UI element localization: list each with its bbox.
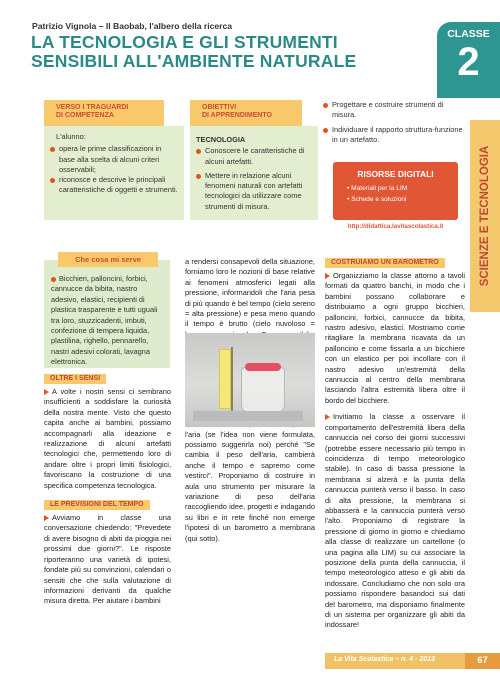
materials-box <box>44 255 170 368</box>
column-1 <box>44 373 171 607</box>
traguardi-header-line-2: DI COMPETENZA <box>56 112 114 119</box>
objectives-continued-list <box>323 100 463 149</box>
footer-journal: La Vita Scolastica – n. 4 - 2013 <box>334 656 435 663</box>
col3-paragraph-1 <box>325 271 465 406</box>
obiettivi-header-line-1: OBIETTIVI <box>202 104 237 111</box>
materials-header: Che cosa mi serve <box>58 252 158 267</box>
photo-jar <box>241 367 285 413</box>
col3-paragraph-1-content: Organizziamo la classe attorno a tavoli formati da quattro banchi, in modo che i bambini possano collaborare e distribuiamo a ogni gruppo bicchieri, palloncini, forbici, cannucce da bibita, nastro adesivo, elastici. Mostriamo come ritagliare la membrana ricavata da un palloncino e come fissarla a un bicchiere con un elastico per poi incollare con il nastro adesivo un'estremità della cannuccia al centro della membrana lasciando l'altra estremità libera oltre il bordo del bicchiere. <box>325 271 465 405</box>
bullet-icon <box>51 277 56 282</box>
traguardi-box <box>44 100 184 220</box>
obiettivi-header <box>190 100 302 126</box>
traguardi-header <box>44 100 164 126</box>
classe-label: CLASSE <box>447 28 490 40</box>
col2-paragraph-2-content: l'aria (se l'idea non viene formulata, possiamo suggerirla noi) perché "Se cambia il peso dell'aria, cambierà anche il tempo e sapremo come vestirci". Proponiamo di costruire in aula uno strumento per misurare la variazione di peso dell'aria raccogliendo idee, progetti e indagando su libri e in rete finché non emerge l'ipotesi di un barometro a membrana (qui sotto). <box>185 429 315 543</box>
digital-resources-url[interactable]: http://didattica.lavitascolastica.it <box>347 223 444 230</box>
digital-resources-item: • Materiali per la LIM <box>347 185 408 192</box>
subject-side-label: SCIENZE E TECNOLOGIA <box>479 145 491 287</box>
section-text-previsioni <box>44 513 171 607</box>
subject-side-tab <box>470 120 500 312</box>
section-text-oltre <box>44 387 171 491</box>
section-head-oltre: OLTRE I SENSI <box>44 374 106 384</box>
page-number: 67 <box>465 653 500 669</box>
objective-item: Progettare e costruire strumenti di misura. <box>323 100 463 121</box>
classe-number: 2 <box>457 40 480 84</box>
traguardi-intro: L'alunno: <box>56 132 86 141</box>
page-title <box>31 33 431 71</box>
title-line-2: SENSIBILI ALL'AMBIENTE NATURALE <box>31 51 357 71</box>
photo-balloon-membrane <box>245 363 281 371</box>
arrow-icon <box>325 414 330 420</box>
traguardi-body <box>44 126 184 220</box>
traguardi-header-line-1: VERSO I TRAGUARDI <box>56 104 129 111</box>
traguardi-item: opera le prime classificazioni in base alla scelta di alcuni criteri osservabili; <box>50 144 178 175</box>
obiettivi-box <box>190 100 318 220</box>
classe-tab <box>437 22 500 98</box>
col3-paragraph-2-content: Invitiamo la classe a osservare il comportamento dell'estremità libera della cannuccia nel corso dei giorni successivi (potrebbe essere necessario più tempo in coincidenza di tempo meteorologico stabile). In caso di bassa pressione la membrana si alzerà e la punta della cannuccia punterà verso il basso. In caso di alta pressione, la membrana si abbasserà e la cannuccia punterà verso l'alto. Proponiamo di registrare la pressione di giorno in giorno e chiediamo alla classe di realizzare un cartellone (o una pagina alla LIM) su cui associare la posizione della punta della cannuccia, il tempo meteorologico atteso e gli abiti da indossare. Concludiamo che non solo ora possiamo rispondere basandoci sui dati del barometro, ma disponiamo finalmente di un sistema per organizzare gli abiti da indossare! <box>325 412 465 630</box>
author-line: Patrizio Vignola – Il Baobab, l'albero della ricerca <box>32 21 233 31</box>
column-3 <box>325 257 465 631</box>
col3-paragraph-2 <box>325 412 465 631</box>
section-text-previsioni-content: Avviamo in classe una conversazione chiedendo: "Prevedete di avere bisogno di abiti da pioggia nei prossimi due giorni?". Le risposte riporteranno una varietà di ipotesi, fondate più su convinzioni, calendari o sensiti che che sulla valutazione di informazioni derivanti da qualche misura diretta. Per aiutare i bambini <box>44 513 171 606</box>
obiettivi-subtitle: TECNOLOGIA <box>196 135 246 144</box>
traguardi-item: riconosce e descrive le principali caratteristiche di oggetti e strumenti. <box>50 175 178 196</box>
arrow-icon <box>325 273 330 279</box>
obiettivi-header-line-2: DI APPRENDIMENTO <box>202 112 273 119</box>
photo-base <box>193 411 303 421</box>
digital-resources-title: RISORSE DIGITALI <box>357 169 434 179</box>
obiettivi-body <box>190 126 318 220</box>
photo-card <box>219 349 231 409</box>
digital-resources-box[interactable] <box>333 162 458 220</box>
section-head-barometro: COSTRUIAMO UN BAROMETRO <box>325 258 445 268</box>
arrow-icon <box>44 515 49 521</box>
digital-resources-item: • Schede e soluzioni <box>347 196 407 203</box>
barometer-photo <box>185 333 315 427</box>
section-text-oltre-content: A volte i nostri sensi ci sembrano insufficienti a soddisfare la curiosità della nostra mente. Visto che questo capita anche ai bambini, possiamo accompagnarli alla ideazione e realizzazione di alcuni artefatti tecnologici che, permettendo loro di andare oltre i propri limiti fisiologici, favoriscano la costruzione di una specifica competenza tecnologica. <box>44 387 171 490</box>
photo-stick <box>231 347 233 415</box>
arrow-icon <box>44 389 49 395</box>
obiettivi-item: Conoscere le caratteristiche di alcuni artefatti. <box>196 146 312 167</box>
title-line-1: LA TECNOLOGIA E GLI STRUMENTI <box>31 32 338 52</box>
materials-text: Bicchieri, palloncini, forbici, cannucce da bibita, nastro adesivo, elastici, recipienti di plastica trasparente e tutti uguali tra loro, stuzzicadenti, imbuti, confezione di tempera liquida, plastilina, righello, pennarello, nastri adesivi colorati, lavagna elettronica. <box>51 274 158 367</box>
objective-item: Individuare il rapporto struttura-funzione in un artefatto. <box>323 125 463 146</box>
col2-paragraph-1: a rendersi consapevoli della situazione, forniamo loro le nozioni di base relative ai fenomeni atmosferici legati alla pressione, informandoli che l'aria pesa di più quando è bel tempo (cielo sereno = alta pressione) e pesa meno quando il tempo è brutto (cielo nuvoloso = <box>185 257 315 329</box>
section-head-previsioni: LE PREVISIONI DEL TEMPO <box>44 500 150 510</box>
obiettivi-item: Mettere in relazione alcuni fenomeni naturali con artefatti tecnologici da utilizzare come strumenti di misura. <box>196 171 312 212</box>
materials-text-wrap <box>51 274 164 368</box>
